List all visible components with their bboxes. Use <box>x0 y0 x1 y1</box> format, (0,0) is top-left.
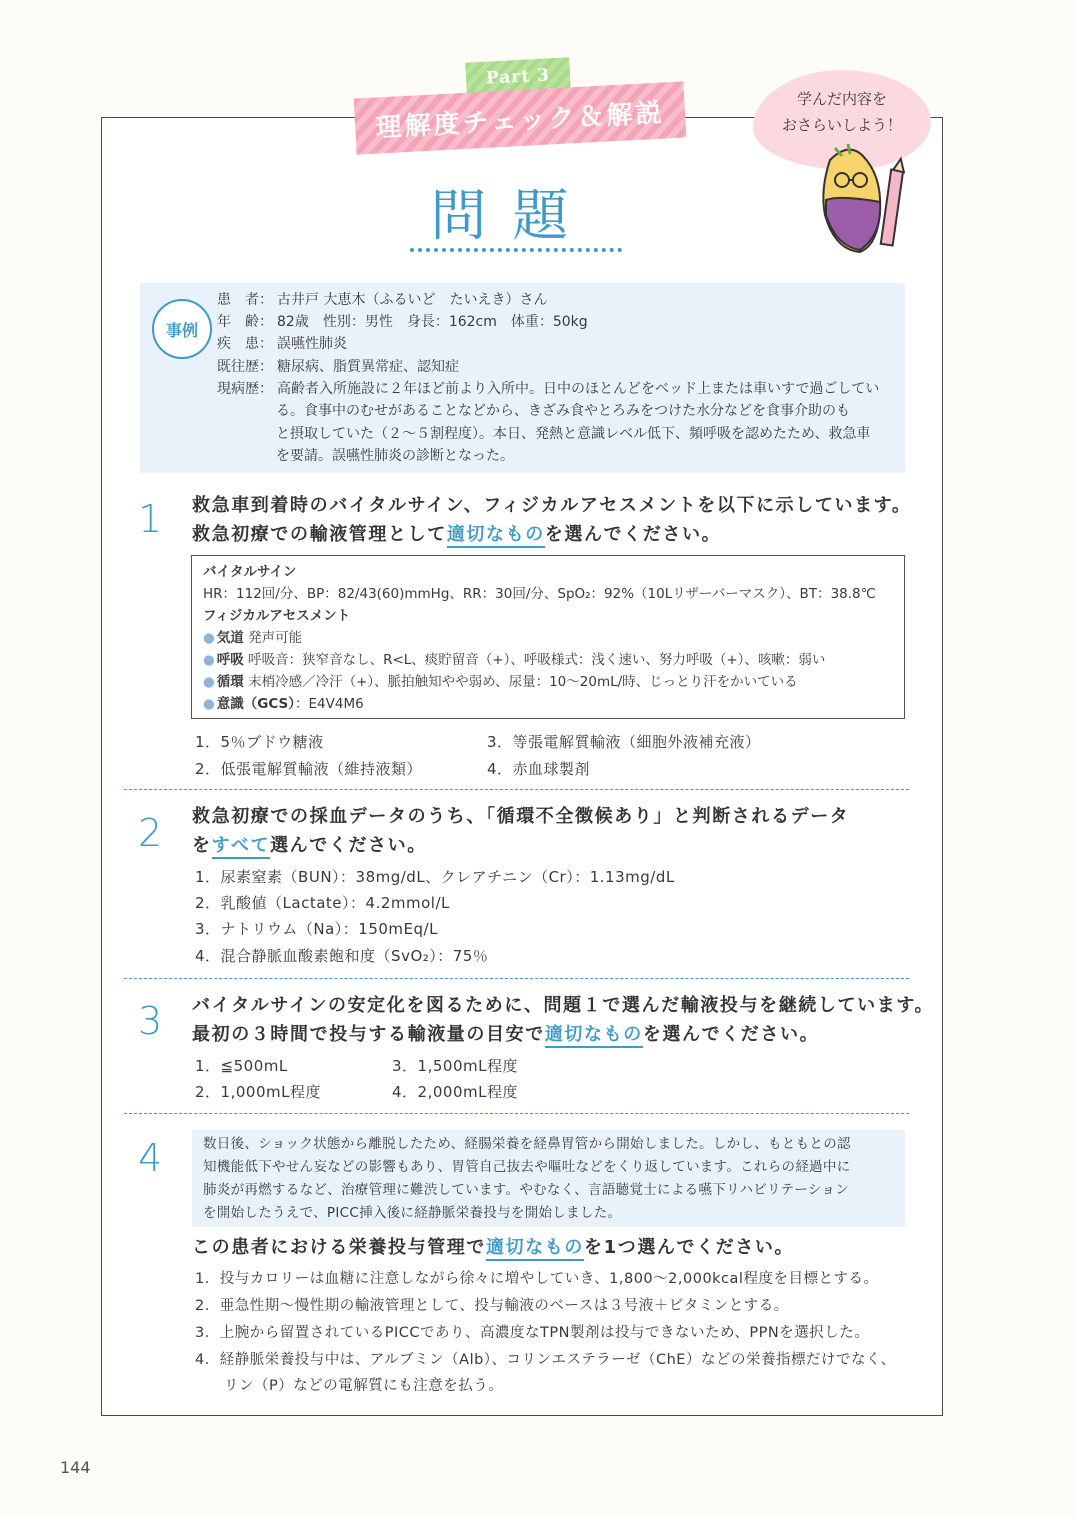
q4-option-4[interactable]: 4．経静脈栄養投与中は、アルブミン（Alb）、コリンエステラーゼ（ChE）などの栄養指標だけでなく、 <box>195 1352 896 1368</box>
assessment-label: 循環 <box>216 674 244 690</box>
q2-option-4[interactable]: 4．混合静脈血酸素飽和度（SvO₂）：75％ <box>195 947 489 965</box>
q2-line2-pre: を <box>192 835 212 856</box>
q3-option-4[interactable]: 4．2,000mL程度 <box>392 1083 518 1101</box>
q4-highlight: 適切なもの <box>486 1237 584 1261</box>
case-value: 糖尿病、脂質異常症、認知症 <box>277 359 459 375</box>
q1-line2-pre: 救急初療での輸液管理として <box>192 524 447 545</box>
assessment-value: 呼吸音：狭窄音なし、R<L、痰貯留音（+）、呼吸様式：浅く速い、努力呼吸（+）、咳嗽：弱い <box>243 652 826 668</box>
cloud-line-1: 学んだ内容を <box>796 90 887 108</box>
assessment-breathing <box>203 650 825 670</box>
q1-option-1[interactable]: 1．5％ブドウ糖液 <box>195 733 324 751</box>
case-row-disease <box>217 333 347 355</box>
case-label: 年 齢： <box>217 314 273 330</box>
q3-line2-pre: 最初の３時間で投与する輸液量の目安で <box>192 1024 545 1045</box>
q3-option-1[interactable]: 1．≦500mL <box>195 1057 288 1075</box>
title-underline <box>410 248 622 252</box>
q2-option-3[interactable]: 3．ナトリウム（Na）：150mEq/L <box>195 920 438 938</box>
q4-question-pre: この患者における栄養投与管理で <box>192 1237 486 1258</box>
speech-cloud-text <box>753 86 931 138</box>
q3-option-3[interactable]: 3．1,500mL程度 <box>392 1057 518 1075</box>
case-label: 患 者： <box>217 292 273 308</box>
assessment-value: 発声可能 <box>243 630 303 646</box>
q4-option-3[interactable]: 3．上腕から留置されているPICCであり、高濃度なTPN製剤は投与できないため、PPNを選択した。 <box>195 1325 870 1341</box>
case-label: 既往歴： <box>217 359 273 375</box>
q2-highlight: すべて <box>212 835 270 859</box>
q4-scenario-2: 知機能低下やせん妄などの影響もあり、胃管自己抜去や嘔吐などをくり返しています。これらの経過中に <box>203 1159 851 1175</box>
question-number-4: 4 <box>138 1136 163 1180</box>
assessment-circulation <box>203 672 798 692</box>
divider <box>124 789 909 790</box>
bullet-icon: ● <box>203 674 215 690</box>
q3-option-2[interactable]: 2．1,000mL程度 <box>195 1083 321 1101</box>
case-label: 疾 患： <box>217 336 273 352</box>
case-label: 現病歴： <box>217 381 273 397</box>
assessment-consciousness <box>203 694 364 714</box>
case-row-age <box>217 311 588 333</box>
question-number-2: 2 <box>138 811 163 855</box>
q4-question-post: を1つ選んでください。 <box>584 1237 795 1258</box>
q3-line2-post: を選んでください。 <box>642 1024 820 1045</box>
vitals-values: HR：112回/分、BP：82/43(60)mmHg、RR：30回/分、SpO₂：92%（10Lリザーバーマスク）、BT：38.8℃ <box>203 586 876 602</box>
q4-scenario-3: 肺炎が再燃するなど、治療管理に難渋しています。やむなく、言語聴覚士による嚥下リハビリテーション <box>203 1182 850 1198</box>
physical-assessment-heading: フィジカルアセスメント <box>203 608 351 624</box>
divider <box>124 978 909 979</box>
q1-option-2[interactable]: 2．低張電解質輸液（維持液類） <box>195 760 423 778</box>
assessment-label: 呼吸 <box>216 652 244 668</box>
assessment-airway <box>203 628 302 648</box>
q3-line1: バイタルサインの安定化を図るために、問題１で選んだ輸液投与を継続しています。 <box>192 995 935 1016</box>
case-value: 誤嚥性肺炎 <box>277 336 347 352</box>
case-cont-3: を要請。誤嚥性肺炎の診断となった。 <box>276 448 514 464</box>
question-number-1: 1 <box>138 497 163 541</box>
q4-option-2[interactable]: 2．亜急性期～慢性期の輸液管理として、投与輸液のベースは３号液＋ビタミンとする。 <box>195 1298 789 1314</box>
assessment-value: ：E4V4M6 <box>295 696 364 712</box>
assessment-label: 意識（GCS） <box>216 696 295 712</box>
vitals-heading: バイタルサイン <box>203 564 297 580</box>
cloud-line-2: おさらいしよう！ <box>781 116 902 134</box>
q2-option-2[interactable]: 2．乳酸値（Lactate）：4.2mmol/L <box>195 894 450 912</box>
q4-option-1[interactable]: 1．投与カロリーは血糖に注意しながら徐々に増やしていき、1,800～2,000kcal程度を目標とする。 <box>195 1271 879 1287</box>
q2-line2-post: 選んでください。 <box>270 835 427 856</box>
assessment-label: 気道 <box>216 630 244 646</box>
case-row-history <box>217 356 459 378</box>
part-tag: Part 3 <box>465 57 571 96</box>
q1-highlight: 適切なもの <box>447 524 545 548</box>
case-cont-2: と摂取していた（２～５割程度）。本日、発熱と意識レベル低下、頻呼吸を認めたため、救急車 <box>276 426 871 442</box>
case-row-patient <box>217 289 547 311</box>
q2-line1: 救急初療での採血データのうち、「循環不全徴候あり」と判断されるデータ <box>192 806 850 827</box>
q4-scenario-1: 数日後、ショック状態から離脱したため、経腸栄養を経鼻胃管から開始しました。しかし、もともとの認 <box>203 1136 851 1152</box>
q1-option-4[interactable]: 4．赤血球製剤 <box>487 760 591 778</box>
case-value: 高齢者入所施設に２年ほど前より入所中。日中のほとんどをベッド上または車いすで過ごしてい <box>277 381 880 397</box>
q1-line2 <box>192 520 721 550</box>
case-value: 古井戸 大恵木（ふるいど たいえき）さん <box>277 292 548 308</box>
case-cont-1: る。食事中のむせがあることなどから、きざみ食やとろみをつけた水分などを食事介助のも <box>276 403 850 419</box>
q1-line1: 救急車到着時のバイタルサイン、フィジカルアセスメントを以下に示しています。 <box>192 495 912 516</box>
assessment-value: 末梢冷感／冷汗（+）、脈拍触知やや弱め、尿量：10～20mL/時、じっとり汗をかいている <box>243 674 798 690</box>
q2-line2 <box>192 831 427 861</box>
q1-line2-post: を選んでください。 <box>544 524 722 545</box>
bullet-icon: ● <box>203 652 215 668</box>
q3-line2 <box>192 1020 819 1050</box>
case-badge: 事例 <box>152 299 212 359</box>
q4-scenario-4: を開始したうえで、PICC挿入後に経静脈栄養投与を開始しました。 <box>203 1205 622 1221</box>
page-number: 144 <box>60 1458 91 1477</box>
title-banner: 理解度チェック＆解説 <box>354 81 686 154</box>
q4-option-4-cont: リン（P）などの電解質にも注意を払う。 <box>224 1378 504 1394</box>
q3-highlight: 適切なもの <box>545 1024 643 1048</box>
bullet-icon: ● <box>203 630 215 646</box>
page-title: 問題 <box>430 184 595 249</box>
q1-option-3[interactable]: 3．等張電解質輸液（細胞外液補充液） <box>487 733 761 751</box>
bullet-icon: ● <box>203 696 215 712</box>
q4-question <box>192 1233 794 1263</box>
q2-option-1[interactable]: 1．尿素窒素（BUN）：38mg/dL、クレアチニン（Cr）：1.13mg/dL <box>195 868 675 886</box>
divider <box>124 1113 909 1114</box>
case-row-present <box>217 378 879 400</box>
question-number-3: 3 <box>138 999 163 1043</box>
case-value: 82歳 性別：男性 身長：162cm 体重：50kg <box>277 314 588 330</box>
